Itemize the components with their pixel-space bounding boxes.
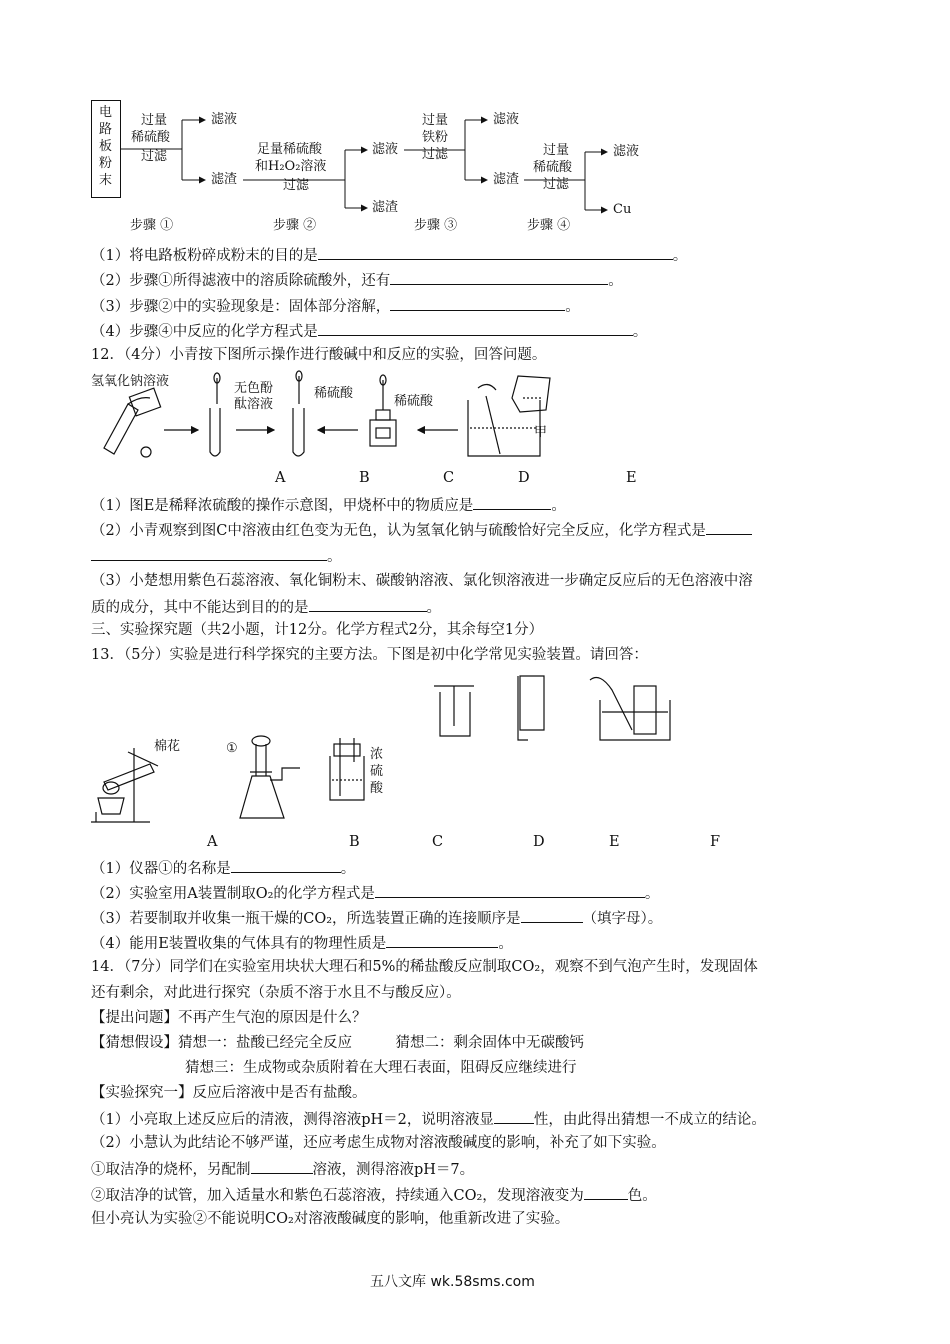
step2-op: 过滤 bbox=[283, 178, 310, 193]
q14-line: （2）小慧认为此结论不够严谨，还应考虑生成物对溶液酸碱度的影响，补充了如下实验。 bbox=[91, 1135, 666, 1151]
q12-3: （3）小楚想用紫色石蕊溶液、氧化铜粉末、碳酸钠溶液、氯化钡溶液进一步确定反应后的无色溶液中溶 bbox=[91, 573, 753, 589]
answer-blank[interactable] bbox=[584, 1184, 628, 1200]
step1-reagent: 过量 bbox=[141, 113, 168, 128]
answer-blank[interactable] bbox=[521, 907, 583, 923]
answer-blank[interactable] bbox=[386, 932, 498, 948]
q11-3: （3）步骤②中的实验现象是：固体部分溶解， 。 bbox=[91, 295, 580, 317]
fig-letter: F bbox=[710, 834, 721, 850]
fig-letter: E bbox=[626, 470, 637, 486]
residue-3: 滤渣 bbox=[493, 172, 520, 187]
flow-box-char: 粉 bbox=[99, 156, 113, 171]
filtrate-3: 滤液 bbox=[493, 112, 520, 127]
step4-reagent: 稀硫酸 bbox=[533, 160, 573, 175]
flow-box-char: 板 bbox=[99, 139, 113, 154]
label-dilute-acid: 稀硫酸 bbox=[314, 386, 354, 401]
q14-line: 但小亮认为实验②不能说明CO₂对溶液酸碱度的影响，他重新改进了实验。 bbox=[91, 1211, 570, 1227]
label-conc-acid: 酸 bbox=[370, 781, 384, 796]
step-label: 步骤 ① bbox=[130, 218, 174, 233]
fig-letter: B bbox=[359, 470, 370, 486]
step4-reagent: 过量 bbox=[543, 143, 570, 158]
answer-blank[interactable] bbox=[494, 1108, 534, 1124]
residue-2: 滤渣 bbox=[372, 200, 399, 215]
q14-exp1: ①取洁净的烧杯，另配制 溶液，测得溶液pH＝7。 bbox=[91, 1158, 474, 1180]
q14-q1: （1）小亮取上述反应后的清液，测得溶液pH＝2，说明溶液显 性，由此得出猜想一不成立的结论。 bbox=[91, 1108, 766, 1130]
fig-letter: E bbox=[609, 834, 620, 850]
flow-box-char: 电 bbox=[99, 105, 113, 120]
filtrate-4: 滤液 bbox=[613, 144, 640, 159]
fig-letter: A bbox=[207, 834, 218, 850]
flow-box-char: 路 bbox=[99, 122, 113, 137]
label-phenolphthalein: 酞溶液 bbox=[234, 397, 274, 412]
flow-box-char: 末 bbox=[99, 173, 113, 188]
product-cu: Cu bbox=[613, 202, 632, 217]
fig-letter: A bbox=[275, 470, 286, 486]
step3-op: 过滤 bbox=[422, 147, 449, 162]
step1-reagent: 稀硫酸 bbox=[131, 130, 171, 145]
step3-reagent: 过量 bbox=[422, 113, 449, 128]
q14-line: 【实验探究一】反应后溶液中是否有盐酸。 bbox=[91, 1085, 367, 1101]
section-title: 三、实验探究题（共2小题，计12分。化学方程式2分，其余每空1分） bbox=[91, 622, 544, 638]
q13-title: 13．（5分）实验是进行科学探究的主要方法。下图是初中化学常见实验装置。请回答： bbox=[91, 647, 648, 663]
fig-letter: C bbox=[432, 834, 444, 850]
step1-op: 过滤 bbox=[141, 149, 168, 164]
label-jia: 甲 bbox=[534, 425, 548, 440]
filtrate-1: 滤液 bbox=[211, 112, 238, 127]
label-conc-acid: 浓 bbox=[370, 747, 384, 762]
step2-reagent: 和H₂O₂溶液 bbox=[255, 159, 327, 174]
q14-line: 还有剩余，对此进行探究（杂质不溶于水且不与酸反应）。 bbox=[91, 985, 461, 1001]
label-instrument-1: ① bbox=[226, 741, 238, 756]
q13-4: （4）能用E装置收集的气体具有的物理性质是 。 bbox=[91, 932, 513, 954]
q11-2: （2）步骤①所得滤液中的溶质除硫酸外，还有 。 bbox=[91, 269, 623, 291]
step4-op: 过滤 bbox=[543, 177, 570, 192]
q13-3: （3）若要制取并收集一瓶干燥的CO₂，所选装置正确的连接顺序是 （填字母）。 bbox=[91, 907, 662, 929]
label-phenolphthalein: 无色酚 bbox=[234, 381, 274, 396]
answer-blank[interactable] bbox=[251, 1158, 313, 1174]
q12-2-cont: 。 bbox=[91, 545, 342, 567]
step3-reagent: 铁粉 bbox=[422, 130, 449, 145]
fig-letter: B bbox=[349, 834, 360, 850]
q14-line: 猜想三：生成物或杂质附着在大理石表面，阻碍反应继续进行 bbox=[185, 1060, 577, 1076]
q12-1: （1）图E是稀释浓硫酸的操作示意图，甲烧杯中的物质应是 。 bbox=[91, 494, 566, 516]
footer-watermark: 五八文库 wk.58sms.com bbox=[370, 1274, 535, 1290]
step2-reagent: 足量稀硫酸 bbox=[257, 142, 323, 157]
q12-title: 12．（4分）小青按下图所示操作进行酸碱中和反应的实验，回答问题。 bbox=[91, 347, 547, 363]
residue-1: 滤渣 bbox=[211, 172, 238, 187]
answer-blank[interactable] bbox=[231, 857, 341, 873]
q14-exp2: ②取洁净的试管，加入适量水和紫色石蕊溶液，持续通入CO₂，发现溶液变为 色。 bbox=[91, 1184, 657, 1206]
step-label: 步骤 ② bbox=[273, 218, 317, 233]
q12-3-cont: 质的成分，其中不能达到目的的是 。 bbox=[91, 596, 441, 618]
q11-1: （1）将电路板粉碎成粉末的目的是 。 bbox=[91, 244, 687, 266]
label-cotton: 棉花 bbox=[154, 739, 181, 754]
fig-letter: C bbox=[443, 470, 455, 486]
fig-letter: D bbox=[533, 834, 545, 850]
label-naoh: 氢氧化钠溶液 bbox=[91, 374, 170, 389]
q11-4: （4）步骤④中反应的化学方程式是 。 bbox=[91, 320, 647, 342]
step-label: 步骤 ④ bbox=[527, 218, 571, 233]
q13-2: （2）实验室用A装置制取O₂的化学方程式是 。 bbox=[91, 882, 659, 904]
filtrate-2: 滤液 bbox=[372, 142, 399, 157]
q14-line: 14．（7分）同学们在实验室用块状大理石和5%的稀盐酸反应制取CO₂，观察不到气泡产生时，发现固体 bbox=[91, 959, 758, 975]
q13-1: （1）仪器①的名称是 。 bbox=[91, 857, 355, 879]
q12-2: （2）小青观察到图C中溶液由红色变为无色，认为氢氧化钠与硫酸恰好完全反应，化学方程式是 bbox=[91, 519, 752, 541]
label-dilute-acid: 稀硫酸 bbox=[394, 394, 434, 409]
q14-line: 【提出问题】不再产生气泡的原因是什么？ bbox=[91, 1010, 367, 1026]
fig-letter: D bbox=[518, 470, 530, 486]
q14-line: 【猜想假设】猜想一：盐酸已经完全反应 猜想二：剩余固体中无碳酸钙 bbox=[91, 1035, 584, 1051]
answer-blank[interactable] bbox=[375, 882, 645, 898]
step-label: 步骤 ③ bbox=[414, 218, 458, 233]
label-conc-acid: 硫 bbox=[370, 764, 384, 779]
